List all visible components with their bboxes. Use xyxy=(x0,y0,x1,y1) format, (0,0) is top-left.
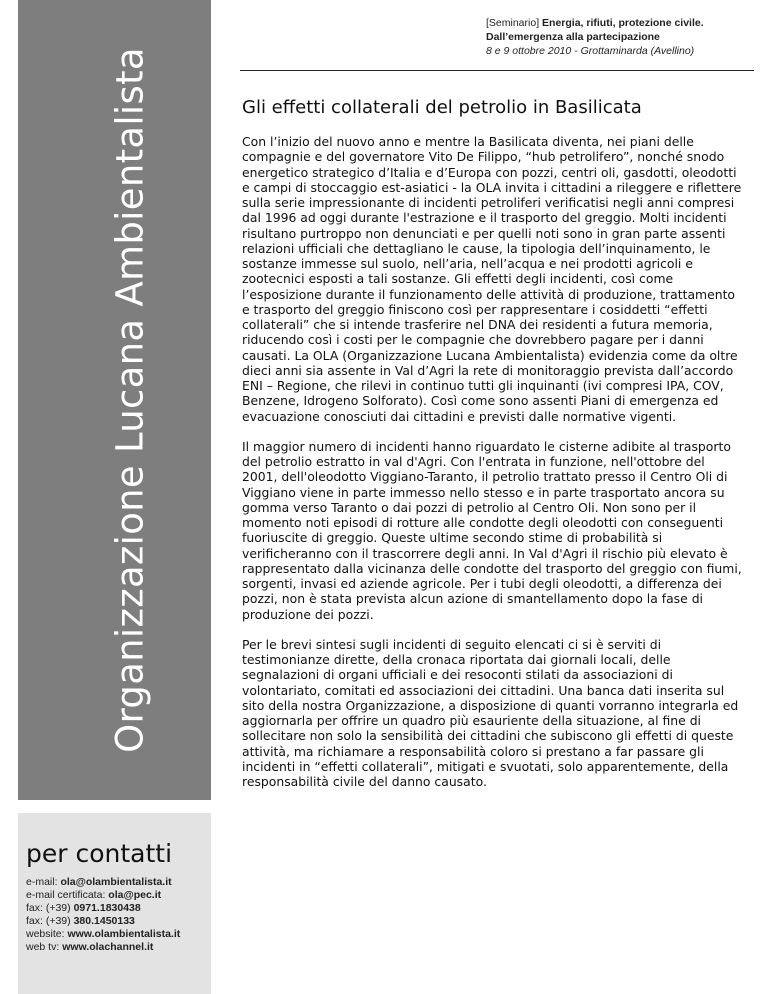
article-title: Gli effetti collaterali del petrolio in Basilicata xyxy=(242,97,642,118)
article-body xyxy=(242,134,744,804)
contact-webtv-label: web tv: xyxy=(26,941,60,953)
contact-panel xyxy=(18,813,211,994)
contact-fax-2-number: 380.1450133 xyxy=(73,915,135,927)
contact-email xyxy=(26,876,211,889)
seminar-title-line-1: Energia, rifiuti, protezione civile. xyxy=(542,17,704,29)
contact-webtv xyxy=(26,941,211,954)
contact-fax-1 xyxy=(26,902,211,915)
contact-fax-1-number: 0971.1830438 xyxy=(73,902,141,914)
contact-fax-2-label: fax: (+39) xyxy=(26,915,71,927)
article-paragraph-3: Per le brevi sintesi sugli incidenti di seguito elencati ci si è serviti di testimonianze dirette, della cronaca riportata dai giornali locali, delle segnalazioni di organi ufficiali e dei resoconti stilati da associazioni di volontariato, comitati ed associazioni dei cittadini. Una banca dati inserita sul sito della nostra Organizzazione, a disposizione di quanti vorranno integrarla ed aggiornarla per offrire un quadro più esauriente della situazione, al fine di sollecitare non solo la sensibilità dei cittadini che subiscono gli effetti di queste attività, ma richiamare a responsabilità coloro si prestano a far passare gli incidenti in “effetti collaterali”, mitigati e svuotati, solo apparentemente, della responsabilità civile del danno causato. xyxy=(242,636,739,789)
contact-email-link[interactable]: ola@olambientalista.it xyxy=(60,876,172,888)
contact-website-link[interactable]: www.olambientalista.it xyxy=(67,928,181,940)
article-paragraph-2: Il maggior numero di incidenti hanno riguardato le cisterne adibite al trasporto del petrolio estratto in val d'Agri. Con l'entrata in funzione, nell'ottobre del 2001, dell'oleodotto Viggiano-Taranto, il petrolio trattato presso il Centro Oli di Viggiano viene in parte immesso nello stesso e in parte trasportato ancora su gomma verso Taranto o dai pozzi di petrolio al Centro Oli. Non sono per il momento noti episodi di rotture alle condotte degli oleodotti con conseguenti fuoriuscite di greggio. Queste ultime secondo stime di probabilità si verificheranno con il trascorrere degli anni. In Val d'Agri il rischio più elevato è rappresentato dalla vicinanza delle condotte del trasporto del greggio con fiumi, sorgenti, invasi ed aziende agricole. Per i tubi degli oleodotti, a differenza dei pozzi, non è stata prevista alcun azione di smantellamento dopo la fase di produzione dei pozzi. xyxy=(242,438,742,622)
seminar-header xyxy=(486,16,756,58)
contact-fax-2 xyxy=(26,915,211,928)
seminar-date: 8 e 9 ottobre 2010 - Grottaminarda (Avellino) xyxy=(486,45,695,57)
contact-email-label: e-mail: xyxy=(26,876,58,888)
article-paragraph-1: Con l’inizio del nuovo anno e mentre la Basilicata diventa, nei piani delle compagnie e del governatore Vito De Filippo, “hub petrolifero”, nonché snodo energetico strategico d’Italia e d’Europa con pozzi, centri oli, gasdotti, oleodotti e campi di stoccaggio est-asiatici - la OLA invita i cittadini a rileggere e riflettere sulla serie impressionante di incidenti petroliferi verificatisi negli anni compresi dal 1996 ad oggi durante l'estrazione e il trasporto del greggio. Molti incidenti risultano purtroppo non denunciati e per quelli noti sono in gran parte assenti relazioni ufficiali che dettagliano le cause, la tipologia dell’inquinamento, le sostanze immesse sul suolo, nell’aria, nell’acqua e nei prodotti agricoli e zootecnici esposti a tali sostanze. Gli effetti degli incidenti, così come l’esposizione durante il funzionamento delle attività di produzione, trattamento e trasporto del greggio finiscono così per rappresentare i cosiddetti “effetti collaterali” che si intende trasferire nel DNA dei residenti a futura memoria, riducendo così i costi per le compagnie che dovrebbero pagare per i danni causati. La OLA (Organizzazione Lucana Ambientalista) evidenzia come da oltre dieci anni sia assente in Val d’Agri la rete di monitoraggio prevista dall’accordo ENI – Regione, che rilevi in continuo tutti gli inquinanti (ivi compresi IPA, COV, Benzene, Idrogeno Solforato). Così come sono assenti Piani di emergenza ed evacuazione conosciuti dai cittadini e previsti dalle normative vigenti. xyxy=(242,134,742,424)
organization-name: Organizzazione Lucana Ambientalista xyxy=(108,47,152,753)
contact-pec xyxy=(26,889,211,902)
sidebar-band xyxy=(18,0,211,800)
contact-website xyxy=(26,928,211,941)
seminar-title-line-2: Dall’emergenza alla partecipazione xyxy=(486,31,660,43)
header-divider xyxy=(240,70,754,71)
contact-heading: per contatti xyxy=(26,839,173,868)
contact-pec-label: e-mail certificata: xyxy=(26,889,106,901)
contact-webtv-link[interactable]: www.olachannel.it xyxy=(62,941,154,953)
seminar-line-1 xyxy=(486,16,756,30)
seminar-tag: [Seminario] xyxy=(486,17,540,29)
contact-fax-1-label: fax: (+39) xyxy=(26,902,71,914)
contact-pec-link[interactable]: ola@pec.it xyxy=(108,889,162,901)
contact-website-label: website: xyxy=(26,928,65,940)
